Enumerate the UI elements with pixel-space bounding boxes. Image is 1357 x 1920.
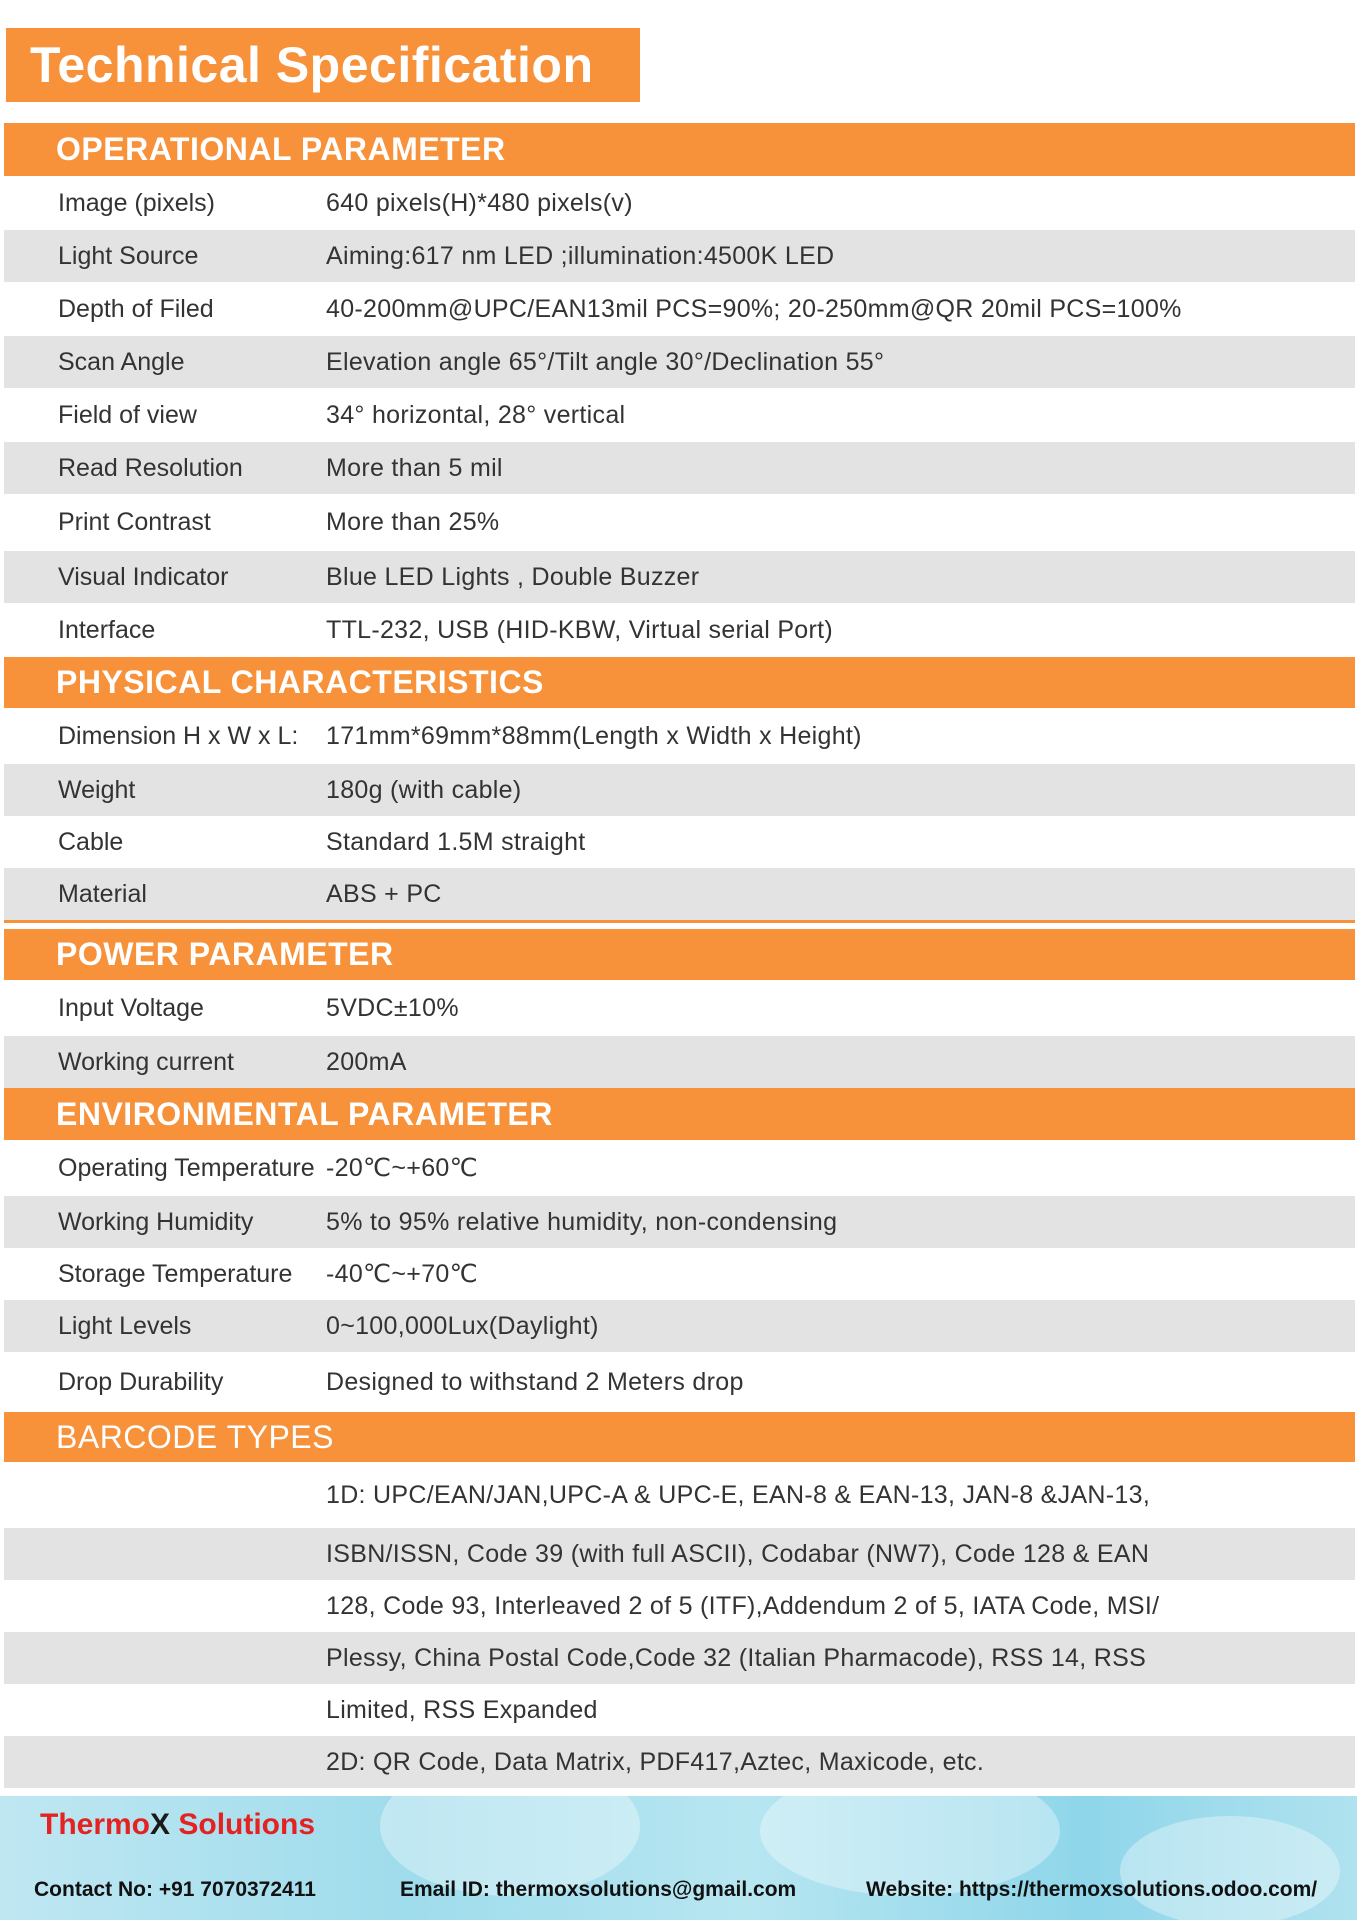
spec-value: Elevation angle 65°/Tilt angle 30°/Declination 55° [326,347,885,376]
spec-row [4,868,1355,920]
barcode-line [4,1684,1355,1736]
spec-label: Field of view [58,400,197,429]
section-heading-power: POWER PARAMETER [4,929,1355,980]
spec-value: ABS + PC [326,879,442,908]
section-heading-environmental: ENVIRONMENTAL PARAMETER [4,1088,1355,1140]
barcode-line [4,1580,1355,1632]
section-heading-barcode: BARCODE TYPES [4,1412,1355,1462]
spec-value: 34° horizontal, 28° vertical [326,400,626,429]
barcode-text: 128, Code 93, Interleaved 2 of 5 (ITF),Addendum 2 of 5, IATA Code, MSI/ [326,1591,1160,1620]
spec-row [4,494,1355,551]
spec-label: Storage Temperature [58,1259,293,1288]
contact-number: Contact No: +91 7070372411 [34,1878,316,1901]
spec-row [4,442,1355,494]
spec-value: Blue LED Lights , Double Buzzer [326,562,700,591]
spec-label: Working Humidity [58,1207,254,1236]
spec-value: 5% to 95% relative humidity, non-condensing [326,1207,838,1236]
spec-value: Designed to withstand 2 Meters drop [326,1367,744,1396]
spec-value: More than 5 mil [326,453,503,482]
spec-label: Operating Temperature [58,1153,315,1182]
barcode-text: Limited, RSS Expanded [326,1695,598,1724]
barcode-text: 1D: UPC/EAN/JAN,UPC-A & UPC-E, EAN-8 & EAN-13, JAN-8 &JAN-13, [326,1480,1151,1509]
spec-row [4,603,1355,657]
spec-value: -20℃~+60℃ [326,1154,478,1182]
spec-label: Print Contrast [58,508,211,536]
spec-row [4,1248,1355,1300]
spec-row [4,1036,1355,1088]
spec-row [4,1196,1355,1248]
website-link[interactable]: Website: https://thermoxsolutions.odoo.com/ [866,1878,1318,1901]
barcode-line [4,1528,1355,1580]
section-heading-physical: PHYSICAL CHARACTERISTICS [4,657,1355,708]
spec-value: -40℃~+70℃ [326,1260,478,1288]
spec-label: Input Voltage [58,993,204,1022]
spec-row [4,176,1355,230]
spec-label: Depth of Filed [58,294,214,323]
spec-row [4,1352,1355,1412]
barcode-line [4,1736,1355,1788]
spec-value: Aiming:617 nm LED ;illumination:4500K LED [326,241,835,270]
spec-label: Visual Indicator [58,562,229,591]
barcode-line [4,1632,1355,1684]
spec-row [4,388,1355,442]
barcode-text: Plessy, China Postal Code,Code 32 (Italian Pharmacode), RSS 14, RSS [326,1643,1147,1672]
spec-label: Dimension H x W x L: [58,721,299,750]
spec-row [4,980,1355,1036]
spec-label: Working current [58,1047,234,1076]
spec-table [4,123,1355,1788]
spec-value: 40-200mm@UPC/EAN13mil PCS=90%; 20-250mm@QR 20mil PCS=100% [326,294,1182,323]
spec-value: 0~100,000Lux(Daylight) [326,1311,599,1340]
spec-row [4,282,1355,336]
spec-label: Scan Angle [58,347,185,376]
spec-row [4,764,1355,816]
spec-label: Light Levels [58,1311,192,1340]
spec-label: Interface [58,615,156,644]
brand-logo: ThermoX Solutions [40,1808,316,1841]
decorative-splash [1120,1816,1340,1920]
spec-value: More than 25% [326,508,500,536]
email-link[interactable]: Email ID: thermoxsolutions@gmail.com [400,1878,797,1901]
spec-label: Material [58,879,147,908]
spec-label: Light Source [58,241,199,270]
spec-label: Read Resolution [58,453,243,482]
spec-row [4,551,1355,603]
spec-row [4,336,1355,388]
page-title: Technical Specification [6,28,640,102]
spec-label: Weight [58,775,136,804]
spec-value: 200mA [326,1047,407,1076]
footer-banner [0,1796,1357,1920]
spec-label: Image (pixels) [58,188,215,217]
spec-row [4,708,1355,764]
section-heading-operational: OPERATIONAL PARAMETER [4,123,1355,176]
barcode-text: ISBN/ISSN, Code 39 (with full ASCII), Codabar (NW7), Code 128 & EAN [326,1539,1150,1568]
barcode-text: 2D: QR Code, Data Matrix, PDF417,Aztec, Maxicode, etc. [326,1747,985,1776]
section-divider [4,920,1355,929]
spec-value: 180g (with cable) [326,775,522,804]
spec-label: Drop Durability [58,1367,224,1396]
barcode-line [4,1462,1355,1528]
spec-value: 640 pixels(H)*480 pixels(v) [326,188,633,217]
spec-row [4,816,1355,868]
spec-value: TTL-232, USB (HID-KBW, Virtual serial Port) [326,615,834,644]
spec-row [4,230,1355,282]
spec-value: 171mm*69mm*88mm(Length x Width x Height) [326,721,862,750]
spec-value: Standard 1.5M straight [326,827,586,856]
spec-label: Cable [58,827,124,856]
spec-value: 5VDC±10% [326,993,459,1022]
spec-row [4,1140,1355,1196]
spec-row [4,1300,1355,1352]
